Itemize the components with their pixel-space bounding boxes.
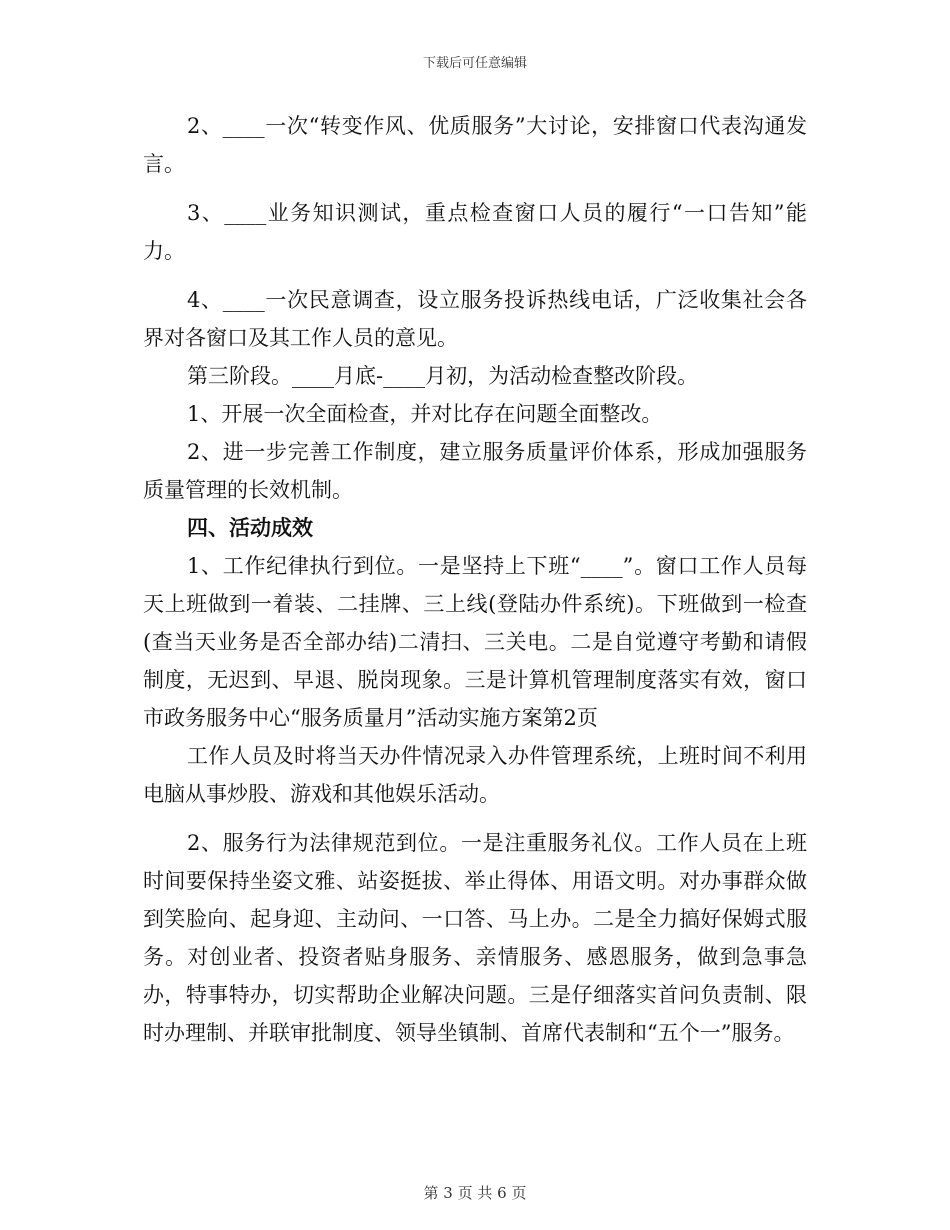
- paragraph: 2、____一次“转变作风、优质服务”大讨论，安排窗口代表沟通发言。: [143, 114, 807, 176]
- document-body: [143, 107, 807, 1052]
- section-heading: 四、活动成效: [187, 515, 313, 540]
- paragraph: 1、工作纪律执行到位。一是坚持上下班“____”。窗口工作人员每天上班做到一着装、二挂牌、三上线(登陆办件系统)。下班做到一检查(查当天业务是否全部办结)二清扫、三关电。二是自觉遵守考勤和请假制度，无迟到、早退、脱岗现象。三是计算机管理制度落实有效，窗口市政务服务中心“服务质量月”活动实施方案第2页: [143, 554, 807, 730]
- paragraph: 4、____一次民意调查，设立服务投诉热线电话，广泛收集社会各界对各窗口及其工作人员的意见。: [143, 288, 807, 350]
- paragraph: 第三阶段。____月底-____月初，为活动检查整改阶段。: [187, 364, 699, 388]
- page-footer: 第 3 页 共 6 页: [423, 1184, 527, 1202]
- paragraph: 3、____业务知识测试，重点检查窗口人员的履行“一口告知”能力。: [143, 201, 807, 263]
- paragraph: 2、服务行为法律规范到位。一是注重服务礼仪。工作人员在上班时间要保持坐姿文雅、站姿挺拔、举止得体、用语文明。对办事群众做到笑脸向、起身迎、主动问、一口答、马上办。二是全力搞好保姆式服务。对创业者、投资者贴身服务、亲情服务、感恩服务，做到急事急办，特事特办，切实帮助企业解决问题。三是仔细落实首问负责制、限时办理制、并联审批制度、领导坐镇制、首席代表制和“五个一”服务。: [143, 831, 807, 1045]
- paragraph: 2、进一步完善工作制度，建立服务质量评价体系，形成加强服务质量管理的长效机制。: [143, 440, 807, 502]
- page-header: 下载后可任意编辑: [422, 56, 527, 71]
- paragraph: 工作人员及时将当天办件情况录入办件管理系统，上班时间不利用电脑从事炒股、游戏和其他娱乐活动。: [143, 744, 807, 806]
- paragraph: 1、开展一次全面检查，并对比存在问题全面整改。: [187, 402, 663, 426]
